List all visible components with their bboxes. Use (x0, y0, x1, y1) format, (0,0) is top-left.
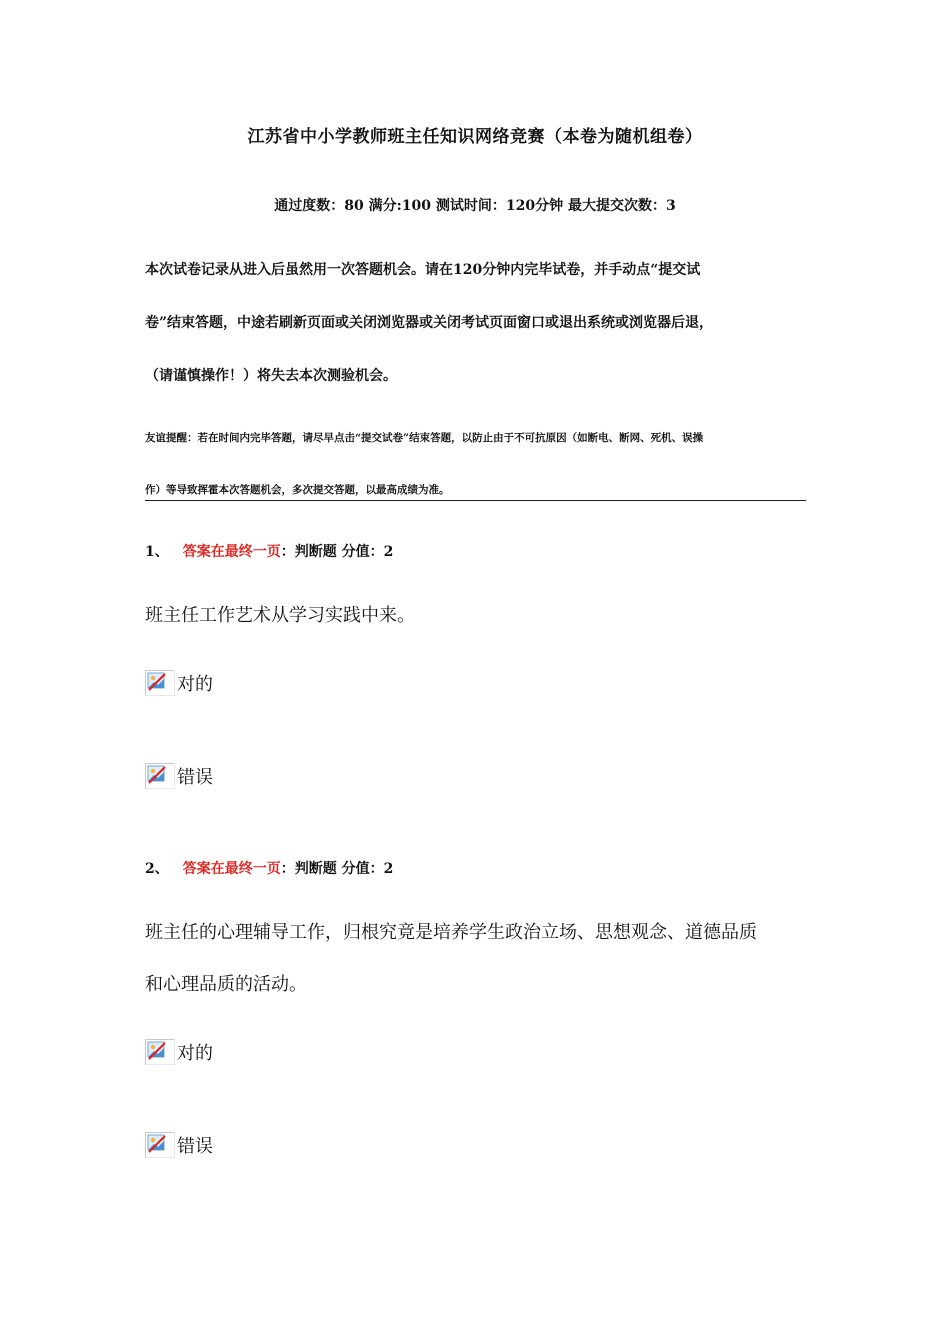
divider (145, 500, 806, 501)
broken-image-icon[interactable] (145, 670, 175, 696)
option-label: 错误 (177, 767, 213, 788)
question-header (145, 541, 393, 561)
option-false[interactable] (145, 1130, 213, 1158)
tip-line: 作）等导致挥霍本次答题机会，多次提交答题，以最高成绩为准。 (145, 484, 450, 496)
broken-image-icon[interactable] (145, 1132, 175, 1158)
answer-note: 答案在最终一页 (182, 544, 281, 560)
exam-meta: 通过度数：80 满分:100 测试时间：120分钟 最大提交次数：3 (274, 198, 676, 214)
option-true[interactable] (145, 1037, 213, 1065)
question-text: 班主任工作艺术从学习实践中来。 (145, 605, 415, 626)
question-type-score: ：判断题 分值：2 (280, 544, 394, 560)
option-true[interactable] (145, 668, 213, 696)
option-label: 对的 (177, 1043, 213, 1064)
question-number: 1、 (145, 544, 169, 560)
question-header (145, 858, 393, 878)
question-text: 班主任的心理辅导工作，归根究竟是培养学生政治立场、思想观念、道德品质 (145, 922, 757, 943)
option-false[interactable] (145, 761, 213, 789)
notice-line: （请谨慎操作！）将失去本次测验机会。 (145, 368, 397, 384)
tip-line: 友谊提醒：若在时间内完毕答题，请尽早点击“提交试卷”结束答题，以防止由于不可抗原因（如断电、断网、死机、误操 (145, 432, 704, 444)
question-type-score: ：判断题 分值：2 (280, 861, 394, 877)
question-text: 和心理品质的活动。 (145, 974, 307, 995)
broken-image-icon[interactable] (145, 763, 175, 789)
broken-image-icon[interactable] (145, 1039, 175, 1065)
option-label: 对的 (177, 674, 213, 695)
page-title: 江苏省中小学教师班主任知识网络竞赛（本卷为随机组卷） (247, 127, 703, 147)
option-label: 错误 (177, 1136, 213, 1157)
notice-line: 卷”结束答题，中途若刷新页面或关闭浏览器或关闭考试页面窗口或退出系统或浏览器后退， (145, 315, 714, 331)
notice-line: 本次试卷记录从进入后虽然用一次答题机会。请在120分钟内完毕试卷，并手动点“提交试 (145, 262, 701, 278)
answer-note: 答案在最终一页 (182, 861, 281, 877)
question-number: 2、 (145, 861, 169, 877)
